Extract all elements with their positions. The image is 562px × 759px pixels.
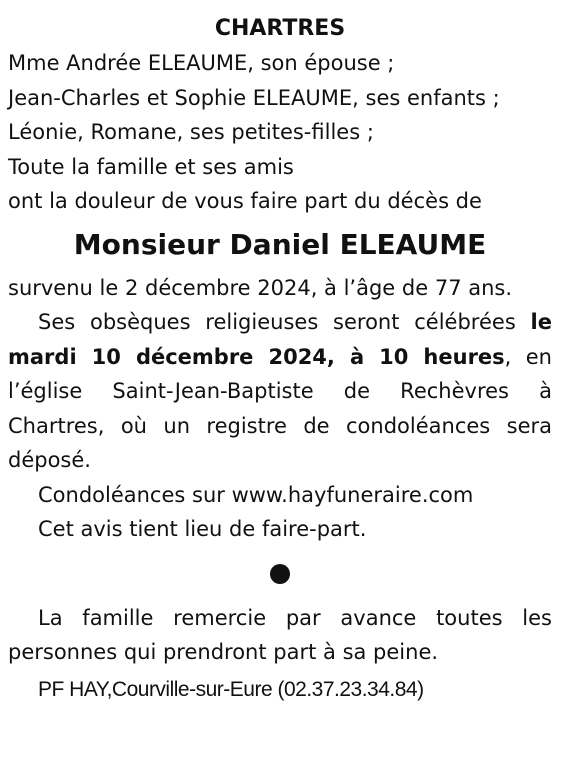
family-line-children: Jean-Charles et Sophie ELEAUME, ses enfants ;	[8, 85, 500, 110]
city-heading: CHARTRES	[214, 16, 346, 41]
family-list	[8, 46, 552, 219]
deceased-name: Monsieur Daniel ELEAUME	[73, 227, 487, 261]
family-line-announcement: ont la douleur de vous faire part du décès de	[8, 189, 482, 213]
ceremony-paragraph	[8, 305, 552, 478]
ceremony-date: le mardi 10 décembre 2024, à 10 heures	[8, 310, 552, 369]
thanks-paragraph: La famille remercie par avance toutes les personnes qui prendront part à sa peine.	[8, 605, 552, 664]
death-details: survenu le 2 décembre 2024, à l’âge de 77 ans.	[8, 275, 513, 300]
ceremony-location: , en l’église Saint-Jean-Baptiste de Rechèvres à Chartres, où un registre de condoléances sera déposé.	[8, 344, 552, 472]
condolences-line: Condoléances sur www.hayfuneraire.com	[38, 482, 474, 507]
ceremony-intro: Ses obsèques religieuses seront célébrées	[38, 310, 531, 334]
separator	[8, 547, 552, 601]
family-line-spouse: Mme Andrée ELEAUME, son épouse ;	[8, 51, 395, 75]
bullet-separator-icon	[270, 564, 290, 584]
funeral-home-contact: PF HAY,Courville-sur-Eure (02.37.23.34.84)	[38, 677, 424, 701]
family-line-family: Toute la famille et ses amis	[8, 154, 294, 179]
faire-part-line: Cet avis tient lieu de faire-part.	[38, 517, 367, 541]
family-line-grandchildren: Léonie, Romane, ses petites-filles ;	[8, 120, 374, 144]
